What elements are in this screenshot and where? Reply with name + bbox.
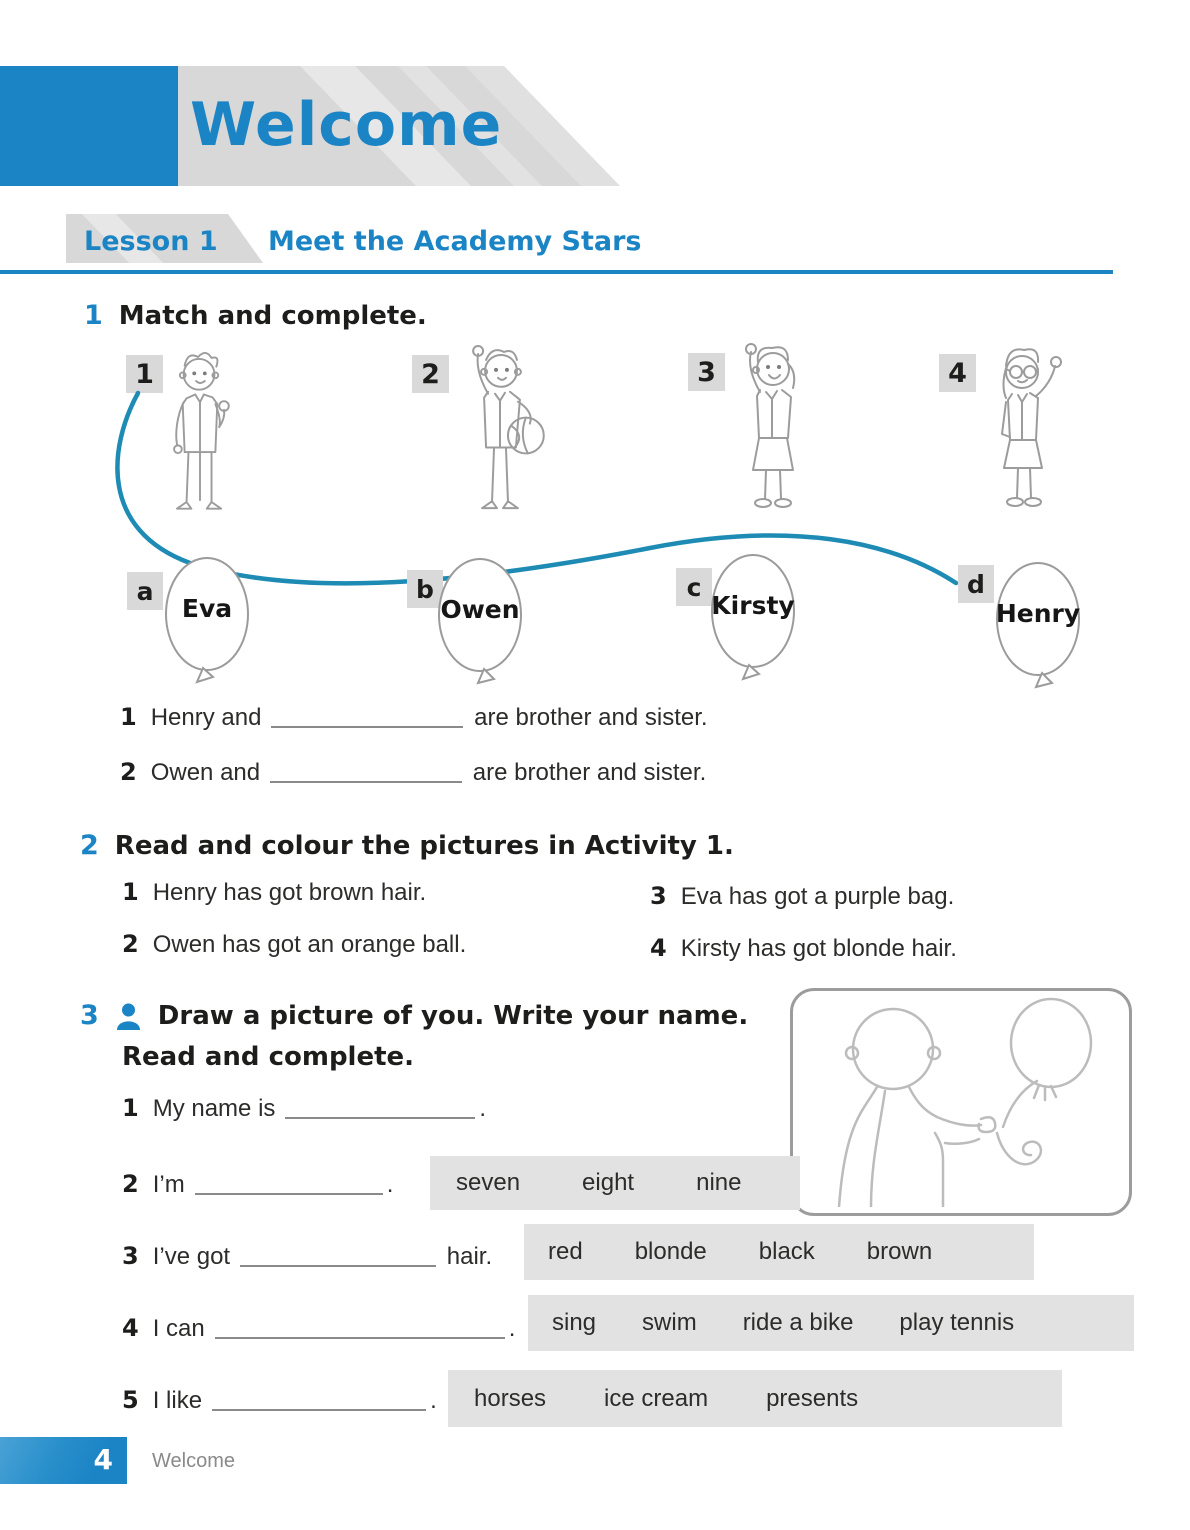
activity3-number: 3 [80,1000,99,1031]
item-number: 1 [122,878,139,906]
wordbank-word: black [758,1238,815,1265]
picture-number-4: 4 [939,354,976,392]
activity2-number: 2 [80,830,99,861]
balloon-letter-b: b [407,570,443,608]
activity1-heading [84,300,427,331]
activity1-number: 1 [84,300,103,331]
item-number: 2 [122,930,139,958]
item-text-before: My name is [152,1095,276,1122]
wordbank-numbers [430,1156,800,1210]
item-number: 5 [122,1386,139,1414]
lesson-divider [0,270,1113,274]
name-balloon-owen [436,557,524,691]
wordbank-word: seven [456,1169,521,1196]
item-text-before: I can [152,1315,205,1342]
balloon-letter-a: a [127,572,163,610]
picture-number-3: 3 [688,353,725,391]
answer-blank [195,1173,383,1195]
sentence-number: 2 [120,758,137,786]
answer-blank [212,1389,426,1411]
wordbank-likes [448,1370,1062,1427]
name-balloon-eva [163,556,251,690]
balloon-name: Kirsty [711,591,795,620]
answer-blank [240,1245,436,1267]
item-text-after: hair. [446,1243,493,1270]
activity2-instruction: Read and colour the pictures in Activity 1. [114,830,734,861]
item-number: 1 [122,1094,139,1122]
balloon-letter-c: c [676,568,712,606]
draw-yourself-illustration [793,991,1123,1207]
a2-item-4 [650,934,957,963]
wordbank-word: red [548,1238,583,1265]
sentence-number: 1 [120,703,137,731]
item-number: 2 [122,1170,139,1198]
name-balloon-henry [994,561,1082,695]
character-illustration-boy-henry [152,346,248,538]
character-illustration-girl-kirsty [722,342,822,538]
item-text: Owen has got an orange ball. [152,931,467,958]
balloon-name: Eva [181,594,233,623]
lesson-label: Lesson 1 [84,226,218,257]
answer-blank [270,761,462,783]
balloon-name: Henry [995,599,1081,628]
activity3-instruction-line1: Draw a picture of you. Write your name. [157,1000,749,1031]
drawing-box [790,988,1132,1216]
answer-blank [271,706,463,728]
a3-item-5 [122,1386,437,1415]
page-number-block [0,1437,127,1484]
picture-number-2: 2 [412,355,449,393]
wordbank-word: horses [474,1384,547,1412]
item-text-after: . [479,1095,487,1122]
item-number: 3 [650,882,667,910]
balloon-letter-d: d [958,565,994,603]
item-text-after: . [508,1315,516,1342]
lesson-title: Meet the Academy Stars [268,226,642,257]
activity1-instruction: Match and complete. [118,300,427,331]
item-number: 4 [122,1314,139,1342]
wordbank-word: play tennis [899,1309,1015,1336]
wordbank-word: blonde [634,1238,707,1265]
wordbank-word: swim [642,1309,697,1336]
item-number: 4 [650,934,667,962]
item-text-after: . [430,1387,437,1414]
activity3-instruction-line2: Read and complete. [122,1042,415,1072]
unit-banner-blue-block [0,66,178,186]
wordbank-hair-colours [524,1224,1034,1280]
sentence-text-before: Owen and [150,759,261,786]
item-text-before: I like [152,1387,203,1414]
footer-unit-label: Welcome [152,1450,235,1472]
wordbank-word: eight [582,1169,635,1196]
a2-item-2 [122,930,466,959]
character-illustration-boy-owen [448,344,553,538]
activity2-heading [80,830,734,861]
picture-number-1: 1 [126,355,163,393]
a1-sentence-1 [120,703,708,732]
sentence-text-after: are brother and sister. [474,704,708,731]
character-illustration-girl-eva [980,344,1072,536]
item-number: 3 [122,1242,139,1270]
wordbank-word: sing [552,1309,597,1336]
a3-item-1 [122,1094,486,1123]
item-text: Henry has got brown hair. [152,879,427,906]
sentence-text-after: are brother and sister. [472,759,707,786]
wordbank-word: brown [866,1238,933,1265]
unit-title: Welcome [190,90,503,160]
page-number: 4 [93,1443,113,1476]
a3-item-3 [122,1242,492,1271]
activity3-heading [80,1000,748,1031]
answer-blank [215,1317,505,1339]
item-text-after: . [386,1171,394,1198]
item-text-before: I’ve got [152,1243,231,1270]
balloon-name: Owen [440,595,520,624]
sentence-text-before: Henry and [150,704,262,731]
wordbank-word: ride a bike [742,1309,854,1336]
wordbank-abilities [528,1295,1134,1351]
item-text: Eva has got a purple bag. [680,883,955,910]
wordbank-word: ice cream [604,1384,709,1412]
a2-item-3 [650,882,954,911]
wordbank-word: presents [766,1384,859,1412]
answer-blank [285,1097,475,1119]
a3-item-4 [122,1314,515,1343]
wordbank-word: nine [696,1169,742,1196]
person-icon [115,1002,142,1030]
name-balloon-kirsty [709,553,797,687]
item-text-before: I’m [152,1171,185,1198]
a1-sentence-2 [120,758,706,787]
item-text: Kirsty has got blonde hair. [680,935,957,962]
a3-item-2 [122,1170,393,1199]
a2-item-1 [122,878,426,907]
